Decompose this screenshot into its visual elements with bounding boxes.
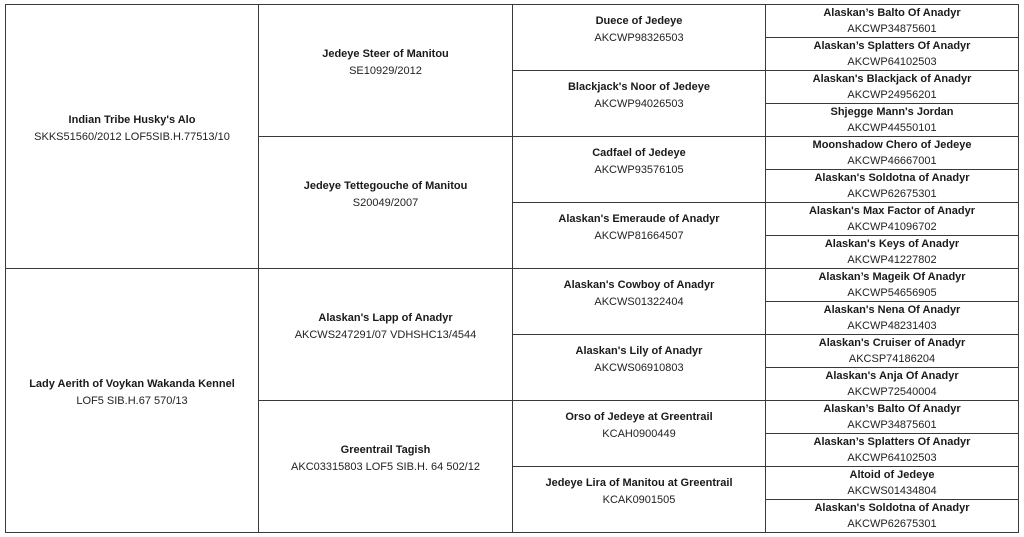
dsd-name: Alaskan's Lily of Anadyr (575, 344, 703, 357)
pedigree-row (6, 5, 1019, 38)
sssd-reg: AKCWP64102503 (847, 56, 937, 68)
ddds-name: Altoid of Jedeye (849, 469, 935, 481)
sddd-cell (766, 236, 1019, 269)
dam-dam-name: Greentrail Tagish (340, 443, 431, 456)
sire-cell (6, 5, 259, 269)
dam-reg: LOF5 SIB.H.67 570/13 (76, 394, 188, 407)
ssdd-reg: AKCWP44550101 (847, 122, 937, 134)
dssd-cell (766, 302, 1019, 335)
dam-sire-reg: AKCWS247291/07 VDHSHC13/4544 (294, 328, 477, 341)
sddd-reg: AKCWP41227802 (847, 254, 937, 266)
sire-sire-cell (259, 5, 513, 137)
dam-name: Lady Aerith of Voykan Wakanda Kennel (29, 377, 235, 390)
ssss-cell (766, 5, 1019, 38)
sdds-reg: AKCWP41096702 (847, 221, 937, 233)
pedigree-table (5, 4, 1019, 533)
dam-dam-reg: AKC03315803 LOF5 SIB.H. 64 502/12 (291, 460, 480, 473)
sire-dam-name: Jedeye Tettegouche of Manitou (303, 179, 468, 192)
dsdd-reg: AKCWP72540004 (847, 386, 937, 398)
dam-sire-name: Alaskan's Lapp of Anadyr (318, 311, 453, 324)
sire-dam-reg: S20049/2007 (352, 196, 419, 209)
sdss-name: Moonshadow Chero of Jedeye (812, 139, 972, 151)
ddsd-name: Alaskan’s Splatters Of Anadyr (813, 436, 971, 448)
dsss-name: Alaskan’s Mageik Of Anadyr (818, 271, 966, 283)
dds-cell (513, 401, 766, 467)
dsdd-cell (766, 368, 1019, 401)
sire-name: Indian Tribe Husky's Alo (68, 113, 196, 126)
dddd-reg: AKCWP62675301 (847, 518, 937, 530)
sdd-cell (513, 203, 766, 269)
dssd-name: Alaskan's Nena Of Anadyr (823, 304, 961, 316)
dsdd-name: Alaskan's Anja Of Anadyr (825, 370, 959, 382)
ssd-name: Blackjack's Noor of Jedeye (567, 80, 711, 93)
dsd-reg: AKCWS06910803 (594, 361, 684, 374)
sddd-name: Alaskan's Keys of Anadyr (824, 238, 960, 250)
dssd-reg: AKCWP48231403 (847, 320, 937, 332)
dam-dam-cell (259, 401, 513, 533)
dsds-cell (766, 335, 1019, 368)
ddss-reg: AKCWP34875601 (847, 419, 937, 431)
sssd-name: Alaskan’s Splatters Of Anadyr (813, 40, 971, 52)
dddd-cell (766, 500, 1019, 533)
ddd-name: Jedeye Lira of Manitou at Greentrail (545, 476, 733, 489)
sdd-name: Alaskan's Emeraude of Anadyr (558, 212, 720, 225)
ssdd-name: Shjegge Mann's Jordan (830, 106, 954, 118)
sss-cell (513, 5, 766, 71)
ddd-cell (513, 467, 766, 533)
ddss-cell (766, 401, 1019, 434)
dss-reg: AKCWS01322404 (594, 295, 684, 308)
sdsd-reg: AKCWP62675301 (847, 188, 937, 200)
sdsd-cell (766, 170, 1019, 203)
ssdd-cell (766, 104, 1019, 137)
sdss-reg: AKCWP46667001 (847, 155, 937, 167)
sds-reg: AKCWP93576105 (594, 163, 684, 176)
sire-sire-reg: SE10929/2012 (349, 64, 422, 77)
dds-reg: KCAH0900449 (602, 427, 676, 440)
sire-sire-name: Jedeye Steer of Manitou (322, 47, 449, 60)
dddd-name: Alaskan's Soldotna of Anadyr (814, 502, 970, 514)
ssd-cell (513, 71, 766, 137)
ddds-cell (766, 467, 1019, 500)
ddds-reg: AKCWS01434804 (847, 485, 937, 497)
dam-sire-cell (259, 269, 513, 401)
sssd-cell (766, 38, 1019, 71)
dsds-name: Alaskan's Cruiser of Anadyr (818, 337, 966, 349)
dss-name: Alaskan's Cowboy of Anadyr (563, 278, 715, 291)
ddsd-reg: AKCWP64102503 (847, 452, 937, 464)
ssss-reg: AKCWP34875601 (847, 23, 937, 35)
sds-cell (513, 137, 766, 203)
sss-reg: AKCWP98326503 (594, 31, 684, 44)
ddss-name: Alaskan’s Balto Of Anadyr (823, 403, 961, 415)
sdd-reg: AKCWP81664507 (594, 229, 684, 242)
sire-dam-cell (259, 137, 513, 269)
sdds-name: Alaskan's Max Factor of Anadyr (808, 205, 976, 217)
dsds-reg: AKCSP74186204 (848, 353, 936, 365)
sire-reg: SKKS51560/2012 LOF5SIB.H.77513/10 (34, 130, 230, 143)
ddsd-cell (766, 434, 1019, 467)
dss-cell (513, 269, 766, 335)
sdss-cell (766, 137, 1019, 170)
ssds-cell (766, 71, 1019, 104)
dsd-cell (513, 335, 766, 401)
pedigree-row (6, 269, 1019, 302)
ssd-reg: AKCWP94026503 (594, 97, 684, 110)
dsss-cell (766, 269, 1019, 302)
sss-name: Duece of Jedeye (595, 14, 683, 27)
dds-name: Orso of Jedeye at Greentrail (565, 410, 713, 423)
ssss-name: Alaskan’s Balto Of Anadyr (823, 7, 961, 19)
sds-name: Cadfael of Jedeye (592, 146, 686, 159)
ssds-reg: AKCWP24956201 (847, 89, 937, 101)
dsss-reg: AKCWP54656905 (847, 287, 937, 299)
sdsd-name: Alaskan's Soldotna of Anadyr (814, 172, 970, 184)
dam-cell (6, 269, 259, 533)
sdds-cell (766, 203, 1019, 236)
ssds-name: Alaskan's Blackjack of Anadyr (812, 73, 972, 85)
ddd-reg: KCAK0901505 (602, 493, 676, 506)
